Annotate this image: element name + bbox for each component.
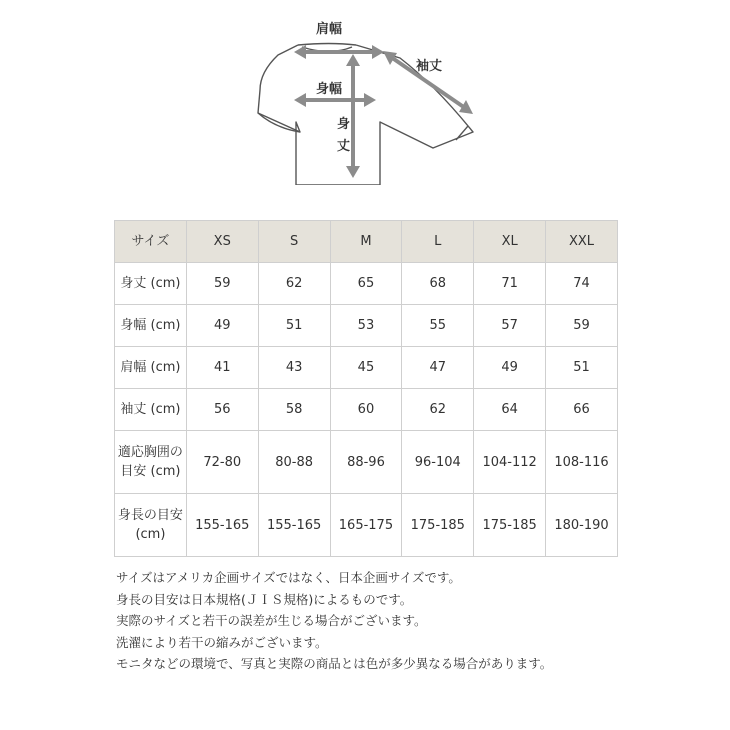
row-label-line-1: 適応胸囲の xyxy=(117,445,183,460)
length-label-char-2: 丈 xyxy=(337,139,351,154)
table-cell: 108-116 xyxy=(546,431,618,494)
sleeve-label: 袖丈 xyxy=(416,59,443,74)
table-cell: 41 xyxy=(186,347,258,389)
table-cell: 165-175 xyxy=(330,494,402,557)
table-cell: 155-165 xyxy=(186,494,258,557)
length-label xyxy=(337,116,350,154)
size-col-l: L xyxy=(402,221,474,263)
row-label: 身丈 (cm) xyxy=(115,263,187,305)
table-cell: 72-80 xyxy=(186,431,258,494)
size-col-xxl: XXL xyxy=(546,221,618,263)
table-row-length xyxy=(115,263,618,305)
note-line: 洗濯により若干の縮みがございます。 xyxy=(116,634,328,650)
length-label-char-1: 身 xyxy=(337,117,351,132)
table-cell: 43 xyxy=(258,347,330,389)
note-line: 身長の目安は日本規格(ＪＩＳ規格)によるものです。 xyxy=(116,591,413,607)
table-cell: 155-165 xyxy=(258,494,330,557)
table-cell: 74 xyxy=(546,263,618,305)
row-label: 袖丈 (cm) xyxy=(115,389,187,431)
row-label: 身幅 (cm) xyxy=(115,305,187,347)
table-cell: 53 xyxy=(330,305,402,347)
size-col-m: M xyxy=(330,221,402,263)
table-cell: 60 xyxy=(330,389,402,431)
table-cell: 180-190 xyxy=(546,494,618,557)
table-row-sleeve xyxy=(115,389,618,431)
table-cell: 45 xyxy=(330,347,402,389)
table-cell: 175-185 xyxy=(402,494,474,557)
size-table xyxy=(114,220,618,557)
size-col-s: S xyxy=(258,221,330,263)
table-cell: 68 xyxy=(402,263,474,305)
table-cell: 51 xyxy=(258,305,330,347)
table-cell: 49 xyxy=(474,347,546,389)
table-row-chest-guide xyxy=(115,431,618,494)
size-notes xyxy=(116,567,676,675)
table-cell: 88-96 xyxy=(330,431,402,494)
table-cell: 66 xyxy=(546,389,618,431)
table-cell: 62 xyxy=(402,389,474,431)
table-cell: 55 xyxy=(402,305,474,347)
table-cell: 57 xyxy=(474,305,546,347)
table-row-shoulder xyxy=(115,347,618,389)
table-cell: 58 xyxy=(258,389,330,431)
shoulder-label: 肩幅 xyxy=(316,22,343,37)
table-header-row xyxy=(115,221,618,263)
table-cell: 56 xyxy=(186,389,258,431)
table-cell: 64 xyxy=(474,389,546,431)
table-row-width xyxy=(115,305,618,347)
table-cell: 175-185 xyxy=(474,494,546,557)
width-label: 身幅 xyxy=(316,82,343,97)
long-sleeve-shirt-icon xyxy=(250,10,490,185)
note-line: 実際のサイズと若干の誤差が生じる場合がございます。 xyxy=(116,613,427,628)
measurement-diagram xyxy=(250,10,490,185)
size-header-label: サイズ xyxy=(115,221,187,263)
row-label-line-2: 目安 (cm) xyxy=(120,464,181,479)
table-cell: 62 xyxy=(258,263,330,305)
table-cell: 65 xyxy=(330,263,402,305)
row-label xyxy=(115,494,187,557)
size-col-xl: XL xyxy=(474,221,546,263)
table-cell: 96-104 xyxy=(402,431,474,494)
table-cell: 47 xyxy=(402,347,474,389)
table-cell: 104-112 xyxy=(474,431,546,494)
row-label-line-2: (cm) xyxy=(135,527,166,542)
row-label xyxy=(115,431,187,494)
size-col-xs: XS xyxy=(186,221,258,263)
table-cell: 80-88 xyxy=(258,431,330,494)
row-label: 肩幅 (cm) xyxy=(115,347,187,389)
table-cell: 59 xyxy=(546,305,618,347)
note-line: サイズはアメリカ企画サイズではなく、日本企画サイズです。 xyxy=(116,570,461,585)
table-cell: 51 xyxy=(546,347,618,389)
table-cell: 71 xyxy=(474,263,546,305)
row-label-line-1: 身長の目安 xyxy=(117,508,183,523)
note-line: モニタなどの環境で、写真と実際の商品とは色が多少異なる場合があります。 xyxy=(116,656,553,671)
table-row-height-guide xyxy=(115,494,618,557)
table-cell: 59 xyxy=(186,263,258,305)
table-cell: 49 xyxy=(186,305,258,347)
